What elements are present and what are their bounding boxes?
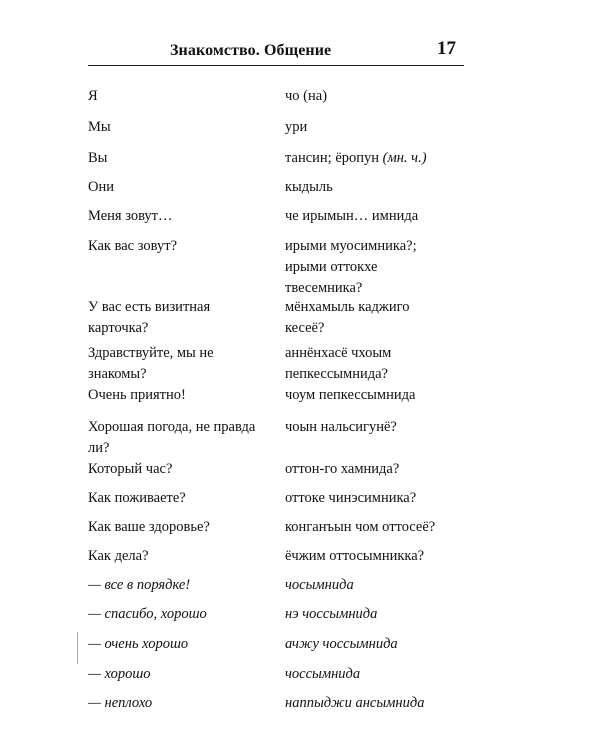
reply-korean: наппыджи ансымнида xyxy=(285,695,425,711)
phrase-russian: Как вас зовут? xyxy=(88,238,178,254)
phrase-russian: Хорошая погода, не правда ли? xyxy=(88,419,256,456)
phrase-russian: Меня зовут… xyxy=(88,208,173,224)
phrase-russian: Как поживаете? xyxy=(88,490,186,506)
phrase-russian: Который час? xyxy=(88,461,173,477)
phrase-korean: тансин; ёропун xyxy=(285,150,380,166)
phrase-korean: чо (на) xyxy=(285,88,328,104)
phrase-korean: конганъын чом оттосеё? xyxy=(285,519,436,535)
reply-korean: ачжу чоссымнида xyxy=(285,636,398,652)
reply-russian: — очень хорошо xyxy=(88,636,189,652)
phrase-korean: аннёнхасё чхоым пепкессымнида? xyxy=(285,345,392,382)
phrase-russian: Здравствуйте, мы не знакомы? xyxy=(88,345,214,382)
page-number: 17 xyxy=(437,38,456,59)
phrase-korean: чоум пепкессымнида xyxy=(285,387,416,403)
phrase-korean: оттон-го хамнида? xyxy=(285,461,400,477)
reply-russian: — хорошо xyxy=(88,666,151,682)
phrase-korean: ури xyxy=(285,119,308,135)
phrase-korean: мёнхамыль каджиго кесеё? xyxy=(285,299,410,336)
phrase-russian: Мы xyxy=(88,119,111,135)
phrase-russian: Вы xyxy=(88,150,108,166)
phrase-korean-with-note xyxy=(285,148,475,169)
reply-russian: — спасибо, хорошо xyxy=(88,606,207,622)
header-rule xyxy=(88,65,464,66)
phrase-korean: че ирымын… имнида xyxy=(285,208,419,224)
reply-korean: чоссымнида xyxy=(285,666,361,682)
reply-korean: нэ чоссымнида xyxy=(285,606,378,622)
phrase-russian: Они xyxy=(88,179,114,195)
reply-korean: чосымнида xyxy=(285,577,354,593)
phrase-korean: ёчжим оттосымникка? xyxy=(285,548,425,564)
grammar-note: (мн. ч.) xyxy=(382,150,427,166)
phrase-korean: ирыми муосимника?; ирыми оттокхе твесемника? xyxy=(285,238,417,296)
reply-russian: — все в порядке! xyxy=(88,577,191,593)
phrase-russian: Очень приятно! xyxy=(88,387,186,403)
phrase-korean: оттоке чинэсимника? xyxy=(285,490,417,506)
section-title: Знакомство. Общение xyxy=(170,42,332,59)
page-header xyxy=(90,38,462,66)
margin-mark xyxy=(77,632,78,664)
phrase-russian: У вас есть визитная карточка? xyxy=(88,299,211,336)
phrase-russian: Я xyxy=(88,88,98,104)
reply-russian: — неплохо xyxy=(88,695,153,711)
phrase-korean: чоын нальсигунё? xyxy=(285,419,397,435)
phrase-korean: кыдыль xyxy=(285,179,333,195)
phrase-russian: Как ваше здоровье? xyxy=(88,519,210,535)
phrase-russian: Как дела? xyxy=(88,548,149,564)
